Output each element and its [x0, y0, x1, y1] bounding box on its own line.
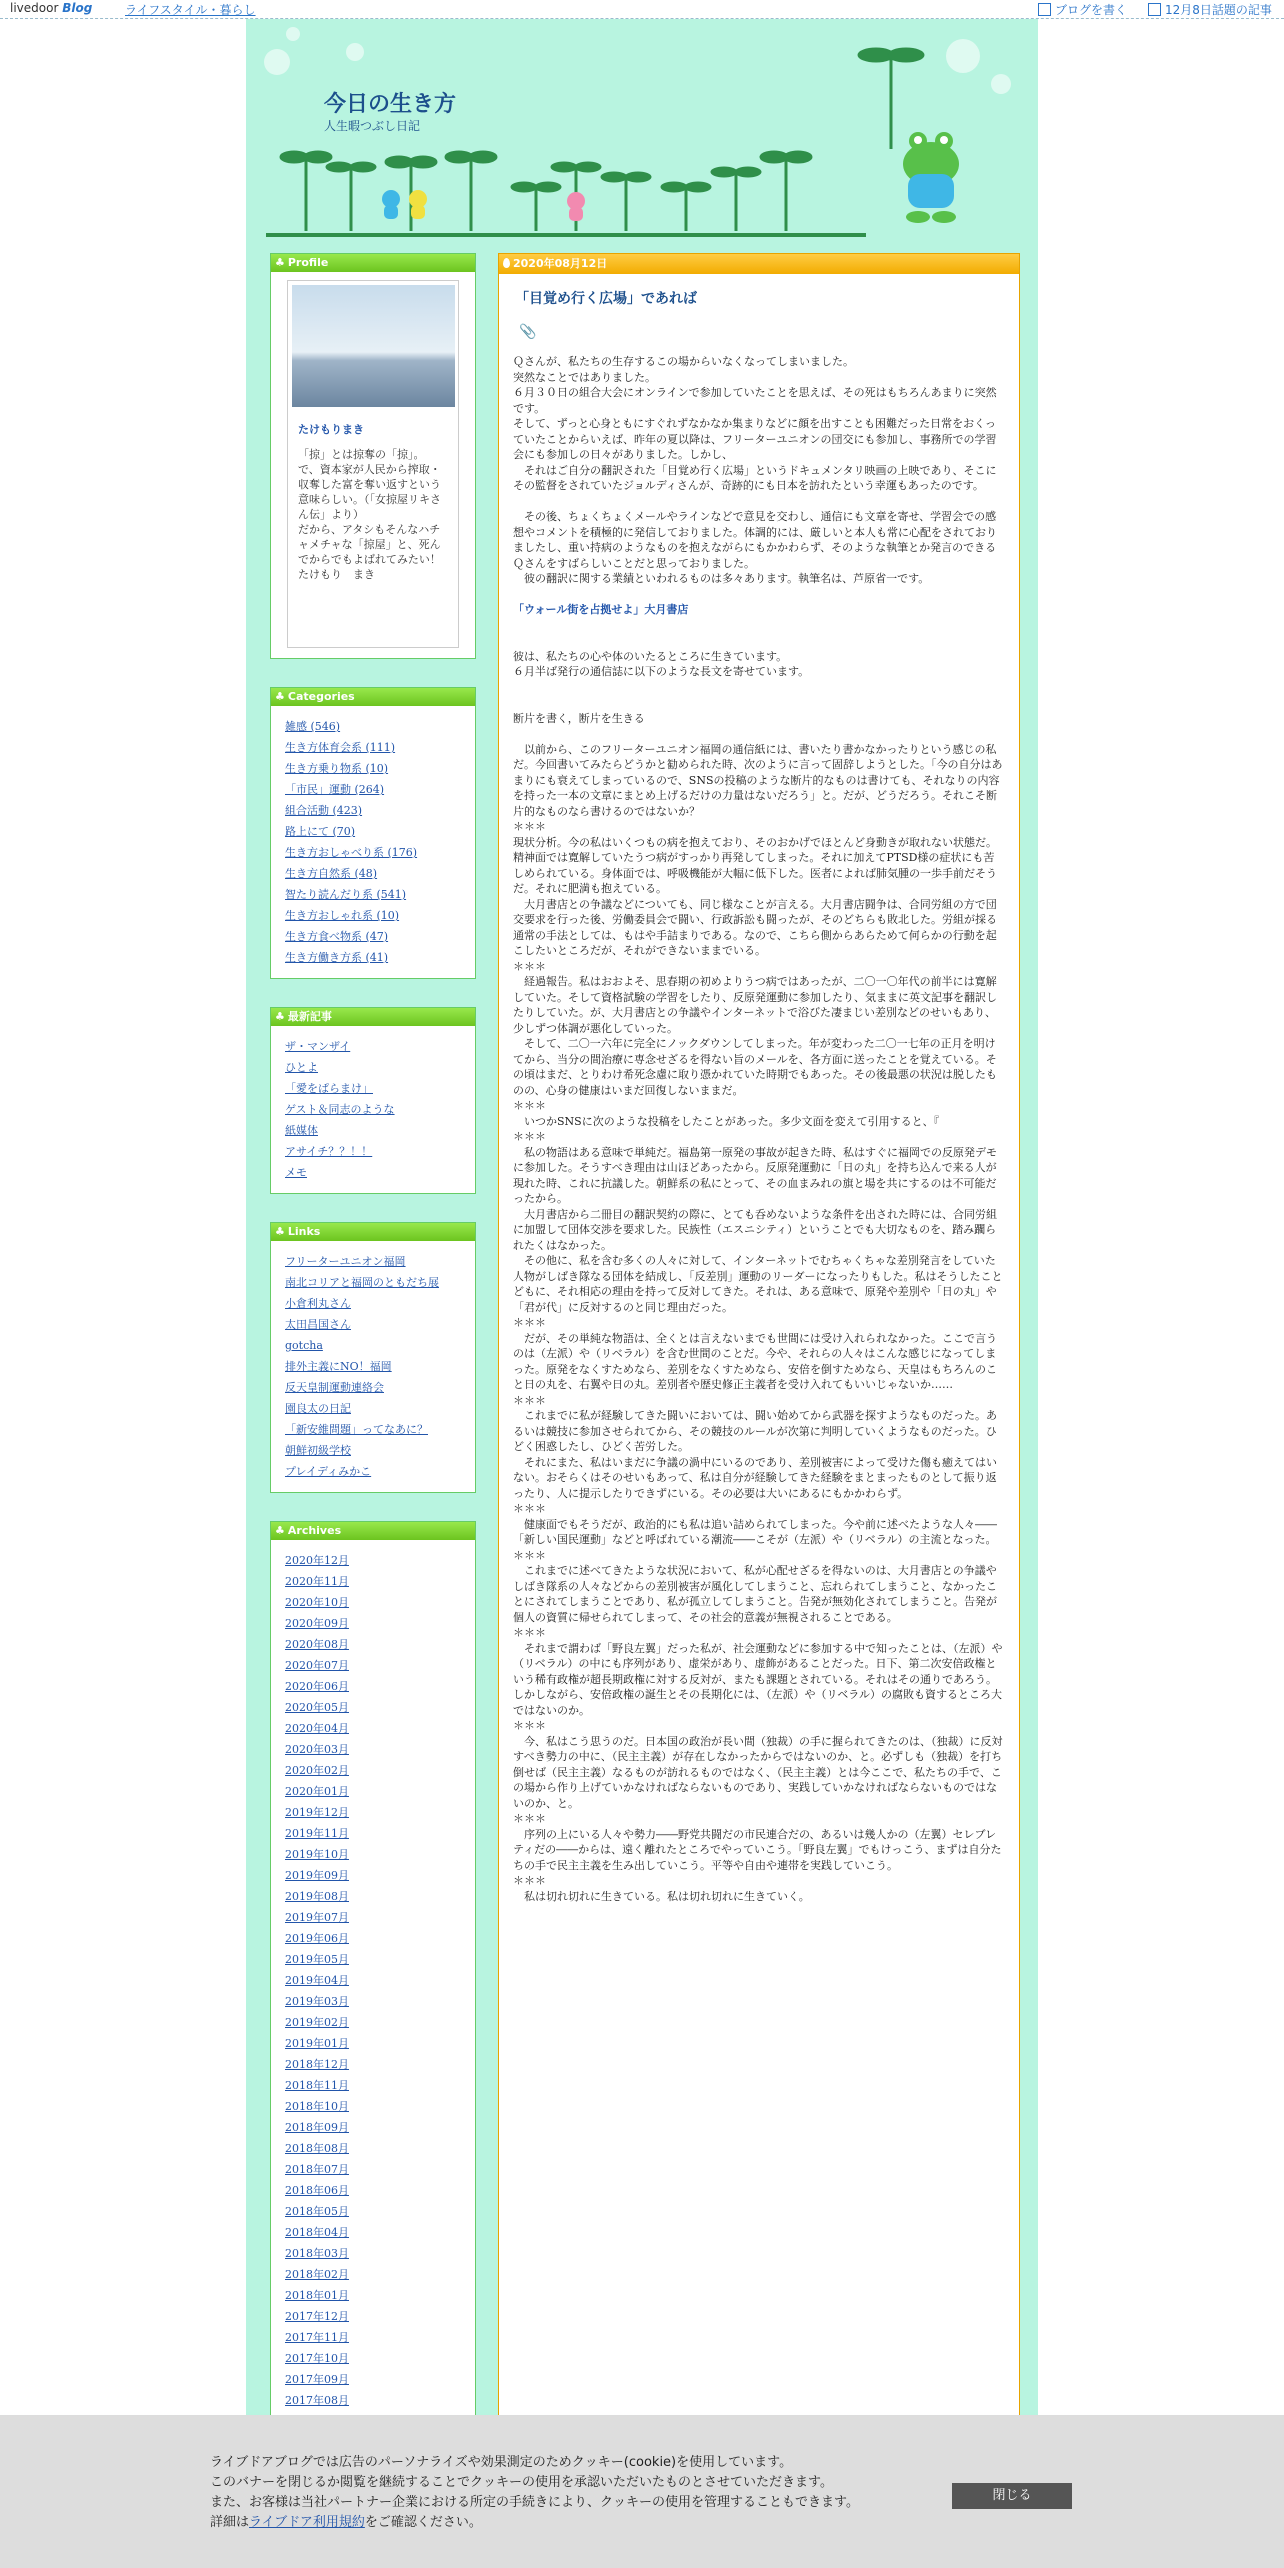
external-link[interactable]: 排外主義にNO！福岡 — [285, 1360, 392, 1373]
post-paragraph: その後、ちょくちょくメールやラインなどで意見を交わし、通信にも文章を寄せ、学習会での感想やコメントを積極的に発信しておりました。体調的には、厳しいと本人も常に心配をされておりましたし、重い持病のようなものを抱えながらにもかかわらず、そのような執筆とか発言のできるＱさんをすばらしいことだと思っておりました。 彼の翻訳に関する業績といわれるものは多々あります。執筆名は、芦原省一です。 — [513, 510, 997, 585]
category-link[interactable]: ライフスタイル・暮らし — [125, 3, 256, 17]
archive-link[interactable]: 2020年03月 — [285, 1743, 349, 1756]
recent-post-link[interactable]: ゲスト＆同志のような — [285, 1103, 395, 1116]
recent-post-link[interactable]: ザ・マンザイ — [285, 1040, 351, 1053]
archive-link[interactable]: 2019年11月 — [285, 1827, 349, 1840]
close-button[interactable]: 閉じる — [952, 2483, 1072, 2509]
category-link[interactable]: 生き方おしゃれ系 (10) — [285, 909, 400, 922]
post-subheading: 断片を書く，断片を生きる — [513, 711, 645, 725]
category-link[interactable]: 生き方働き方系 (41) — [285, 951, 389, 964]
category-link[interactable]: 智たり読んだり系 (541) — [285, 888, 407, 901]
main-content — [498, 253, 1020, 2505]
profile-header: ♣ Profile — [271, 254, 475, 272]
archive-link[interactable]: 2020年01月 — [285, 1785, 349, 1798]
category-link[interactable]: 「市民」運動 (264) — [285, 783, 385, 796]
links-box — [270, 1222, 476, 1493]
archive-link[interactable]: 2020年06月 — [285, 1680, 349, 1693]
recent-post-link[interactable]: アサイチ？？！！ — [285, 1145, 373, 1158]
archive-link[interactable]: 2018年08月 — [285, 2142, 349, 2155]
external-link[interactable]: 小倉利丸さん — [285, 1297, 351, 1310]
post-paragraph: 彼は、私たちの心や体のいたるところに生きています。 ６月半ば発行の通信誌に以下のような長文を寄せています。 — [513, 649, 810, 678]
external-link[interactable]: プレイディみかこ — [285, 1465, 372, 1478]
archive-link[interactable]: 2019年04月 — [285, 1974, 349, 1987]
archive-link[interactable]: 2019年10月 — [285, 1848, 349, 1861]
post-body — [513, 354, 1005, 1904]
links-header: ♣ Links — [271, 1223, 475, 1241]
profile-box — [270, 253, 476, 659]
blog-title[interactable]: 今日の生き方 — [324, 91, 457, 117]
archive-link[interactable]: 2020年02月 — [285, 1764, 349, 1777]
post-essay: 以前から、このフリーターユニオン福岡の通信紙には、書いたり書かなかったりという感じの私だ。今回書いてみたらどうかと勧められた時、次のように言って固辞しようとした。「今の自分はあまりにも衰えてしまっているので、SNSの投稿のような断片的なものは書けても、それなりの内容を持った一本の文章にまとめ上げるだけの力量はないだろう」と。だが、どうだろう。それこそ断片的なものなら書けるのではないか？ ＊＊＊ 現状分析。今の私はいくつもの病を抱えており、そのおかげでほとんど身動きが取れない状態だ。精神面では寛解していたうつ病がすっかり再発してしまった。それに加えてPTSD様の症状にも苦しめられている。身体面では、呼吸機能が大幅に低下した。医者によれば肺気腫の一歩手前だそうだ。それに肥満も抱えている。 大月書店との争議などについても、同じ様なことが言える。大月書店闘争は、合同労組の方で団交要求を行った後、労働委員会で闘い、行政訴訟も闘ったが、そのどちらも敗北した。労組が採る通常の手法としては、もはや手詰まりである。なので、こちら側からあらためて何らかの行動を起こしたいところだが、それができないままでいる。 ＊＊＊ 経過報告。私はおおよそ、思春期の初めよりうつ病ではあったが、二〇一〇年代の前半には寛解していた。そして資格試験の学習をしたり、反原発運動に参加したり、気ままに英文記事を翻訳したりしていた。が、大月書店との争議やインターネットで浴びた凄まじい差別などのせいもあり、少しずつ体調が悪化していった。 そして、二〇一六年に完全にノックダウンしてしまった。年が変わった二〇一七年の正月を明けてから、当分の間治療に専念せざるを得ない旨のメールを、各方面に送ったことを覚えている。その頃はまだ、とりわけ希死念慮に取り憑かれていた時期でもあった。その後最悪の状況は脱したものの、心身の健康はいまだ回復しないままだ。 ＊＊＊ いつかSNSに次のような投稿をしたことがあった。多少文面を変えて引用すると、『 ＊＊＊ 私の物語はある意味で単純だ。福島第一原発の事故が起きた時、私はすぐに福岡での反原発デモに参加した。そうすべき理由は山ほどあったから。反原発運動に「日の丸」を持ち込んで来る人が現れた時、これに抗議した。朝鮮系の私にとって、その血まみれの旗と場を共にするのは不可能だったから。 大月書店から二冊目の翻訳契約の際に、とても呑めないような条件を出された時には、合同労組に加盟して団体交渉を要求した。民族性（エスニシティ）ということでも大切なものを、踏み躙られたくはなかった。 その他に、私を含む多くの人々に対して、インターネットでむちゃくちゃな差別発言をしていた人物がしばき隊なる団体を結成し、「反差別」運動のリーダーになったりもした。私はそうしたことどもに、それ相応の理由を持って反対してきた。それは、ある意味で、原発や差別や「日の丸」や「君が代」に反対するのと同じ理由だった。 ＊＊＊ だが、その単純な物語は、全くとは言えないまでも世間には受け入れられなかった。ここで言うのは（左派）や（リベラル）を含む世間のことだ。今や、それらの人々はこんな感じになってしまった。原発をなくすためなら、差別をなくすためなら、安倍を倒すためなら、天皇はもちろんのこと日の丸を、右翼や日の丸。差別者や歴史修正主義者を受け入れてもいいじゃないか…… ＊＊＊ これまでに私が経験してきた闘いにおいては、闘い始めてから武器を探すようなものだった。あるいは競技に参加させられてから、その競技のルールが次第に判明していくようなものだった。ひどく困惑したし、ひどく苦労した。 それにまた、私はいまだに争議の渦中にいるのであり、差別被害によって受けた傷も癒えてはいない。おそらくはそのせいもあって、私は自分が経験してきた経験をまとまったものとして振り返ったり、人に提示したりできずにいる。その必要は大いにあるにもかかわらず。 ＊＊＊ 健康面でもそうだが、政治的にも私は追い詰められてしまった。今や前に述べたような人々――「新しい国民運動」などと呼ばれている潮流――こそが（左派）や（リベラル）の主流となった。 ＊＊＊ これまでに述べてきたような状況において、私が心配せざるを得ないのは、大月書店との争議やしばき隊系の人々などからの差別被害が風化してしまうこと、忘れられてしまうこと、なかったことにされてしまうことであり、私が孤立してしまうこと。告発が無効化されてしまうこと。告発が個人の資質に帰せられてしまって、その社会的意義が無視されることである。 ＊＊＊ それまで謂わば「野良左翼」だった私が、社会運動などに参加する中で知ったことは、（左派）や（リベラル）の中にも序列があり、虚栄があり、虚飾があることだった。日下、第二次安倍政権という稀有政権が超長期政権に対する反対が、またも課題とされている。それはその通りであろう。しかしながら、安倍政権の誕生とその長期化には、（左派）や（リベラル）の腐敗も資するところ大ではないのか。 ＊＊＊ 今、私はこう思うのだ。日本国の政治が長い間（独裁）の手に握られてきたのは、（独裁）に反対すべき勢力の中に、（民主主義）が存在しなかったからではないのか、と。必ずしも（独裁）を打ち倒せば（民主主義）なるものが訪れるものではなく、（民主主義）とは今ここで、私たちの手で、この場から作り上げていかなければならないものであり、実践していかなければならないものではないのか、と。 ＊＊＊ 序列の上にいる人々や勢力――野党共闘だの市民連合だの、あるいは幾人かの（左翼）セレブレティだの――からは、遠く離れたところでやっていこう。「野良左翼」でもけっこう、まずは自分たちの手で民主主義を生み出していこう。平等や自由や連帯を実践していこう。 ＊＊＊ 私は切れ切れに生きている。私は切れ切れに生きていく。 — [513, 742, 1003, 1903]
archive-link[interactable]: 2018年07月 — [285, 2163, 349, 2176]
category-link[interactable]: 組合活動 (423) — [285, 804, 363, 817]
external-link[interactable]: 園良太の日記 — [285, 1402, 351, 1415]
archive-link[interactable]: 2018年04月 — [285, 2226, 349, 2239]
today-topic-link[interactable]: 12月8日話題の記事 — [1148, 1, 1272, 18]
archive-link[interactable]: 2019年01月 — [285, 2037, 349, 2050]
archive-link[interactable]: 2020年05月 — [285, 1701, 349, 1714]
archive-link[interactable]: 2017年08月 — [285, 2394, 349, 2407]
archive-link[interactable]: 2019年07月 — [285, 1911, 349, 1924]
terms-link[interactable]: ライブドア利用規約 — [249, 2515, 365, 2530]
profile-image — [292, 285, 455, 407]
archive-link[interactable]: 2017年09月 — [285, 2373, 349, 2386]
ground-line — [266, 233, 866, 237]
categories-box — [270, 687, 476, 979]
frog-character — [903, 132, 959, 223]
categories-header: ♣ Categories — [271, 688, 475, 706]
pencil-icon — [1038, 3, 1051, 16]
archive-link[interactable]: 2017年11月 — [285, 2331, 349, 2344]
calendar-icon — [1148, 3, 1161, 16]
external-link[interactable]: gotcha — [285, 1339, 323, 1352]
archive-link[interactable]: 2019年09月 — [285, 1869, 349, 1882]
archive-link[interactable]: 2018年12月 — [285, 2058, 349, 2071]
category-link[interactable]: 生き方自然系 (48) — [285, 867, 378, 880]
sprout-icon: ♣ — [275, 256, 285, 269]
archive-link[interactable]: 2018年09月 — [285, 2121, 349, 2134]
recent-posts-header: ♣ 最新記事 — [271, 1008, 475, 1026]
archive-link[interactable]: 2020年12月 — [285, 1554, 349, 1567]
blog-header — [246, 19, 1038, 249]
archive-link[interactable]: 2019年08月 — [285, 1890, 349, 1903]
archive-link[interactable]: 2019年12月 — [285, 1806, 349, 1819]
category-link[interactable]: 路上にて (70) — [285, 825, 356, 838]
category-link[interactable]: 生き方食べ物系 (47) — [285, 930, 389, 943]
sprout-icon: ♣ — [275, 1010, 285, 1023]
cookie-banner-text: ライブドアブログでは広告のパーソナライズや効果測定のためクッキー(cookie)を使用しています。 このバナーを閉じるか閲覧を継続することでクッキーの使用を承認いただいたものとさせていただきます。 また、お客様は当社パートナー企業における所定の手続きにより、クッキーの使用を管理することもできます。 詳細はライブドア利用規約をご確認ください。 — [210, 2455, 859, 2530]
droplet-icon — [503, 258, 510, 268]
archive-link[interactable]: 2019年06月 — [285, 1932, 349, 1945]
livedoor-logo[interactable]: livedoor Blog — [10, 1, 93, 15]
archive-link[interactable]: 2018年05月 — [285, 2205, 349, 2218]
archive-link[interactable]: 2019年03月 — [285, 1995, 349, 2008]
external-link[interactable]: 反天皇制運動連絡会 — [285, 1381, 384, 1394]
archive-link[interactable]: 2020年08月 — [285, 1638, 349, 1651]
cookie-banner — [0, 2415, 1284, 2568]
recent-post-link[interactable]: 「愛をぱらまけ」 — [285, 1082, 373, 1095]
archive-link[interactable]: 2020年09月 — [285, 1617, 349, 1630]
post-date-header: 2020年08月12日 — [499, 254, 1019, 274]
archive-link[interactable]: 2018年01月 — [285, 2289, 349, 2302]
profile-description: 「掠」とは掠奪の「掠」。 で、資本家が人民から搾取・収奪した富を奪い返すという意味らしい。（「女掠屋リキさん伝」より） だから、アタシもそんなハチャメチャな「掠屋」と、死んでからでもよばれてみたい！ たけもり まき — [298, 448, 441, 581]
post-paragraph: Ｑさんが、私たちの生存するこの場からいなくなってしまいました。 突然なことではありました。 ６月３０日の組合大会にオンラインで参加していたことを思えば、その死はもちろんあまりに突然です。 そして、ずっと心身ともにすぐれずなかなか集まりなどに顔を出すことも困難だった日常をおくっていたことからいえば、昨年の夏以降は、フリーターユニオンの団交にも参加し、事務所での学習会にも参加しの日々がありました。しかし、 それはご自分の翻訳された「目覚め行く広場」というドキュメンタリ映画の上映であり、そこにその監督をされていたジョルディさんが、奇跡的にも日本を訪れたという幸運もあったのです。 — [513, 355, 997, 492]
sidebar — [270, 253, 476, 2451]
write-blog-link[interactable]: ブログを書く — [1038, 1, 1127, 18]
external-link[interactable]: フリーターユニオン福岡 — [285, 1255, 406, 1268]
sprout-frogs-illustration — [246, 19, 1038, 249]
category-link[interactable]: 生き方体育会系 (111) — [285, 741, 396, 754]
archive-link[interactable]: 2020年11月 — [285, 1575, 349, 1588]
sprout-icon: ♣ — [275, 1225, 285, 1238]
livedoor-topbar — [0, 0, 1284, 19]
category-link[interactable]: 生き方乗り物系 (10) — [285, 762, 389, 775]
post-title[interactable]: 「目覚め行く広場」であれば — [515, 291, 697, 307]
paperclip-icon: 📎 — [519, 324, 537, 340]
archives-box — [270, 1521, 476, 2423]
sprout-icon: ♣ — [275, 1524, 285, 1537]
profile-name[interactable]: たけもりまき — [298, 423, 364, 436]
blog-subtitle: 人生暇つぶし日記 — [324, 119, 421, 133]
recent-posts-box — [270, 1007, 476, 1194]
archive-link[interactable]: 2019年02月 — [285, 2016, 349, 2029]
archive-link[interactable]: 2017年12月 — [285, 2310, 349, 2323]
page-wrapper — [246, 19, 1038, 2479]
book-link[interactable]: 「ウォール街を占拠せよ」大月書店 — [513, 603, 689, 616]
recent-post-link[interactable]: ひとよ — [285, 1061, 318, 1074]
archive-link[interactable]: 2018年06月 — [285, 2184, 349, 2197]
external-link[interactable]: 「新安維問題」ってなあに？ — [285, 1423, 428, 1436]
archive-link[interactable]: 2017年10月 — [285, 2352, 349, 2365]
profile-card — [287, 280, 459, 648]
sprout-icon: ♣ — [275, 690, 285, 703]
archive-link[interactable]: 2018年10月 — [285, 2100, 349, 2113]
archives-header: ♣ Archives — [271, 1522, 475, 1540]
external-link[interactable]: 太田昌国さん — [285, 1318, 351, 1331]
category-link[interactable]: 生き方おしゃべり系 (176) — [285, 846, 418, 859]
archive-link[interactable]: 2018年02月 — [285, 2268, 349, 2281]
recent-post-link[interactable]: 紙媒体 — [285, 1124, 318, 1137]
archive-link[interactable]: 2018年03月 — [285, 2247, 349, 2260]
external-link[interactable]: 朝鮮初級学校 — [285, 1444, 351, 1457]
archive-link[interactable]: 2020年10月 — [285, 1596, 349, 1609]
external-link[interactable]: 南北コリアと福岡のともだち展 — [285, 1276, 439, 1289]
category-link[interactable]: 雑感 (546) — [285, 720, 341, 733]
archive-link[interactable]: 2018年11月 — [285, 2079, 349, 2092]
recent-post-link[interactable]: メモ — [285, 1166, 307, 1179]
archive-link[interactable]: 2020年07月 — [285, 1659, 349, 1672]
archive-link[interactable]: 2019年05月 — [285, 1953, 349, 1966]
archive-link[interactable]: 2020年04月 — [285, 1722, 349, 1735]
